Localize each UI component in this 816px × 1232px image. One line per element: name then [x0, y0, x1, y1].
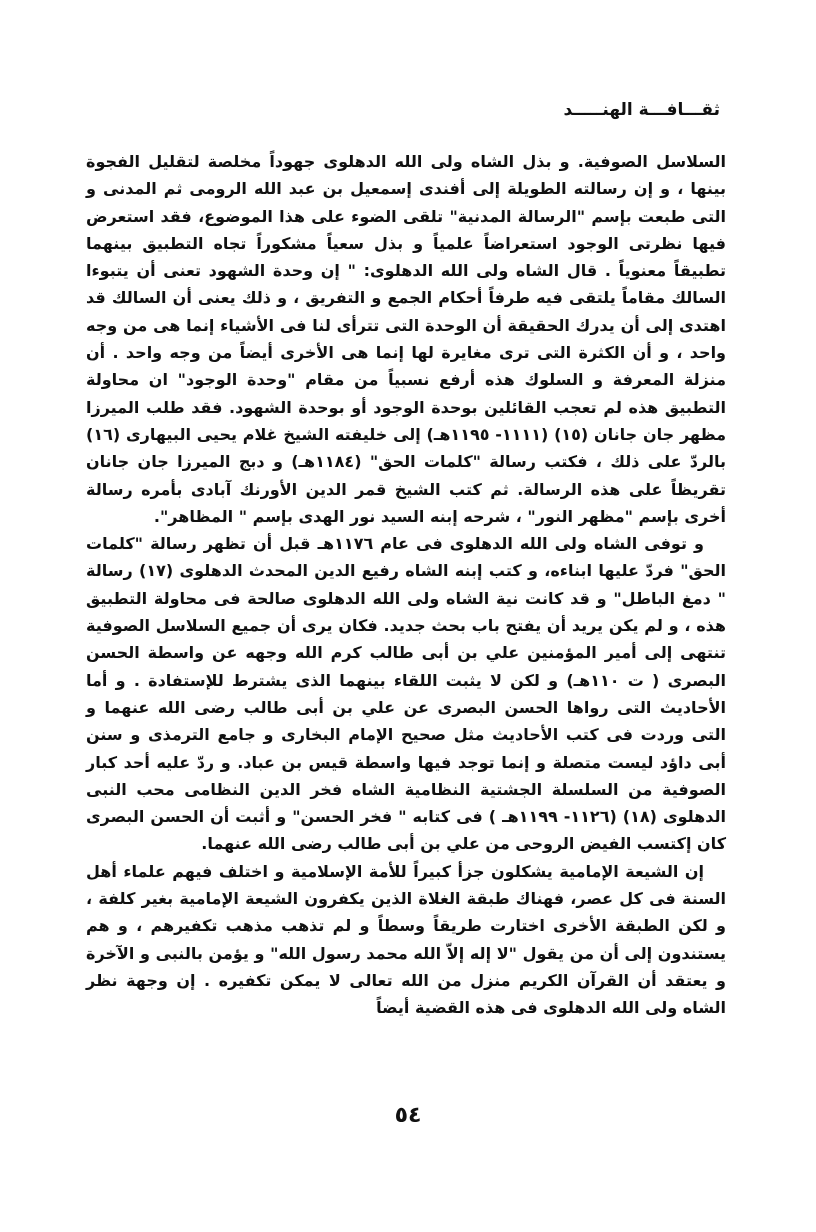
page-number: ٥٤ — [394, 1103, 422, 1128]
paragraph-3: إن الشيعة الإمامية يشكلون جزأ كبيراً للأمة الإسلامية و اختلف فيهم علماء أهل السنة فى كل عصر، فهناك طبقة الغلاة الذين يكفرون الشيعة الإمامية بغير كلفة ، و لكن الطبقة الأخرى اختارت طريقاً وسطاً و لم تذهب مذهب تكفيرهم ، و هم يستندون إلى أن من يقول "لا إله إلاّ الله محمد رسول الله" و يؤمن بالنبى و الآخرة و يعتقد أن القرآن الكريم منزل من الله تعالى لا يمكن تكفيره . إن وجهة نظر الشاه ولى الله الدهلوى فى هذه القضية أيضاً — [86, 861, 726, 1018]
paragraph-2: و توفى الشاه ولى الله الدهلوى فى عام ١١٧٦هـ قبل أن تظهر رسالة "كلمات الحق" فردّ عليها ابناءه، و كتب إبنه الشاه رفيع الدين المحدث الدهلوى (١٧) رسالة " دمغ الباطل" و قد كانت نية الشاه ولى الله الدهلوى صالحة فى محاولة التطبيق هذه ، و لم يكن يريد أن يفتح باب بحث جديد. فكان يرى أن جميع السلاسل الصوفية تنتهى إلى أمير المؤمنين علي بن أبى طالب كرم الله وجهه عن واسطة الحسن البصرى ( ت ١١٠هـ) و لكن لا يثبت اللقاء بينهما الذى يشترط للإستفادة . و أما الأحاديث التى رواها الحسن البصرى عن علي بن أبى طالب رضى الله عنهما و التى وردت فى كتب الأحاديث مثل صحيح الإمام البخارى و جامع الترمذى و سنن أبى داؤد ليست متصلة و إنما توجد فيها واسطة قيس بن عباد. و ردّ عليه أحد كبار الصوفية من السلسلة الجشتية النظامية الشاه فخر الدين النظامى محب النبى الدهلوى (١٨) (١١٢٦- ١١٩٩هـ ) فى كتابه " فخر الحسن" و أثبت أن الحسن البصرى كان إكتسب الفيض الروحى من علي بن أبى طالب رضى الله عنهما. — [86, 534, 727, 854]
running-header: ثقـــافـــة الهنـــــد — [563, 100, 720, 120]
body-text — [86, 148, 726, 1022]
paragraph-1: السلاسل الصوفية. و بذل الشاه ولى الله الدهلوى جهوداً مخلصة لتقليل الفجوة بينها ، و إن رسالته الطويلة إلى أفندى إسمعيل بن عبد الله الرومى ثم المدنى و التى طبعت بإسم "الرسالة المدنية" تلقى الضوء على هذا الموضوع، فقد استعرض فيها نظرتى الوجود استعراضاً علمياً و بذل سعياً مشكوراً تجاه التطبيق بينهما تطبيقاً معنوياً . قال الشاه ولى الله الدهلوى: " إن وحدة الشهود تعنى أن يتبوءا السالك مقاماً يلتقى فيه طرفاً أحكام الجمع و التفريق ، و ذلك يعنى أن السالك قد اهتدى إلى أن يدرك الحقيقة أن الوحدة التى تترأى لنا فى الأشياء إنما هى من وجه واحد ، و أن الكثرة التى ترى مغايرة لها إنما هى الأخرى أيضاً من وجه واحد . أن منزلة المعرفة و السلوك هذه أرفع نسبياً من مقام "وحدة الوجود" ان محاولة التطبيق هذه لم تعجب القائلين بوحدة الوجود أو بوحدة الشهود. فقد طلب الميرزا مظهر جان جانان (١٥) (١١١١- ١١٩٥هـ) إلى خليفته الشيخ غلام يحيى البيهارى (١٦) بالردّ على ذلك ، فكتب رسالة "كلمات الحق" (١١٨٤هـ) و دبج الميرزا جان جانان تقريظاً على هذه الرسالة. ثم كتب الشيخ قمر الدين الأورنك آبادى بأمره رسالة أخرى بإسم "مظهر النور" ، شرحه إبنه السيد نور الهدى بإسم " المظاهر". — [86, 152, 726, 526]
